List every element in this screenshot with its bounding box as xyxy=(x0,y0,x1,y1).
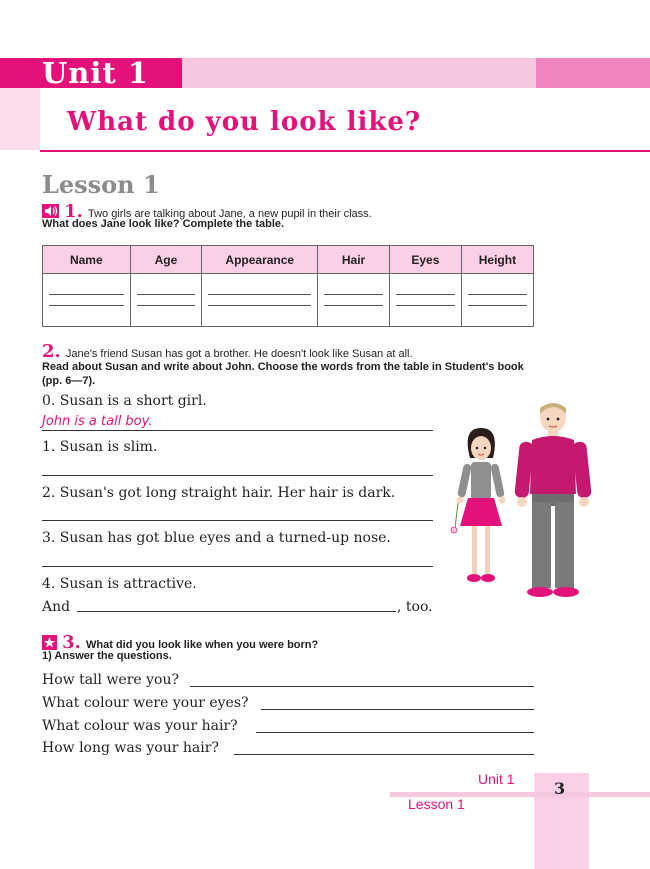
title-side-strip xyxy=(0,88,40,150)
footer-lesson: Lesson 1 xyxy=(408,796,465,812)
table-cell[interactable] xyxy=(318,274,390,327)
page-number: 3 xyxy=(554,779,566,798)
answer-line[interactable] xyxy=(42,475,433,476)
ex1-number: 1. xyxy=(64,201,83,222)
ex3-question: What colour were your eyes? xyxy=(42,695,249,711)
ex3-number: 3. xyxy=(62,632,81,653)
answer-line[interactable] xyxy=(42,566,433,567)
ex2-header xyxy=(42,341,413,362)
table-row xyxy=(43,274,534,327)
answer-line[interactable] xyxy=(190,686,534,687)
table-cell[interactable] xyxy=(389,274,461,327)
answer-line[interactable] xyxy=(77,611,396,612)
answer-line[interactable] xyxy=(256,732,534,733)
ex2-item: 1. Susan is slim. xyxy=(42,439,158,455)
page-title: What do you look like? xyxy=(67,107,422,137)
ex2-item: 2. Susan's got long straight hair. Her hair is dark. xyxy=(42,485,396,501)
ex3-question: How tall were you? xyxy=(42,672,180,688)
ex3-question: How long was your hair? xyxy=(42,740,219,756)
answer-line[interactable] xyxy=(42,520,433,521)
table-cell[interactable] xyxy=(202,274,318,327)
lesson-title: Lesson 1 xyxy=(42,170,160,199)
audio-icon xyxy=(42,204,59,218)
ex3-intro: What did you look like when you were born? xyxy=(85,639,319,651)
ex2-example: 0. Susan is a short girl. xyxy=(42,393,207,409)
col-header: Name xyxy=(43,246,131,274)
col-header: Eyes xyxy=(389,246,461,274)
table-cell[interactable] xyxy=(43,274,131,327)
ex1-intro: Two girls are talking about Jane, a new pupil in their class. xyxy=(87,208,372,220)
answer-line[interactable] xyxy=(261,709,534,710)
ex2-item: 3. Susan has got blue eyes and a turned-up nose. xyxy=(42,530,391,546)
unit-title: Unit 1 xyxy=(42,56,150,90)
star-icon xyxy=(42,635,57,650)
header-band-accent xyxy=(536,58,650,88)
and-label: And xyxy=(42,599,71,615)
ex2-task: Read about Susan and write about John. Choose the words from the table in Student's book (pp. 6—7). xyxy=(42,361,524,387)
answer-line[interactable] xyxy=(42,430,433,431)
ex2-answer: John is a tall boy. xyxy=(42,414,153,429)
ex3-task: 1) Answer the questions. xyxy=(42,650,172,662)
ex3-question: What colour was your hair? xyxy=(42,718,238,734)
ex2-item: 4. Susan is attractive. xyxy=(42,576,197,592)
col-header: Appearance xyxy=(202,246,318,274)
ex2-number: 2. xyxy=(42,341,61,362)
answer-line[interactable] xyxy=(234,754,534,755)
title-rule xyxy=(40,150,650,152)
ex2-intro: Jane's friend Susan has got a brother. He doesn't look like Susan at all. xyxy=(65,348,413,360)
col-header: Age xyxy=(130,246,202,274)
col-header: Hair xyxy=(318,246,390,274)
john-figure xyxy=(514,403,592,597)
susan-and-john-illustration xyxy=(448,398,598,606)
footer-unit: Unit 1 xyxy=(478,771,515,787)
table-cell[interactable] xyxy=(130,274,202,327)
col-header: Height xyxy=(461,246,533,274)
ex1-task: What does Jane look like? Complete the table. xyxy=(42,218,285,230)
jane-table xyxy=(42,245,534,327)
too-label: , too. xyxy=(397,599,433,615)
table-cell[interactable] xyxy=(461,274,533,327)
susan-figure xyxy=(451,428,506,582)
